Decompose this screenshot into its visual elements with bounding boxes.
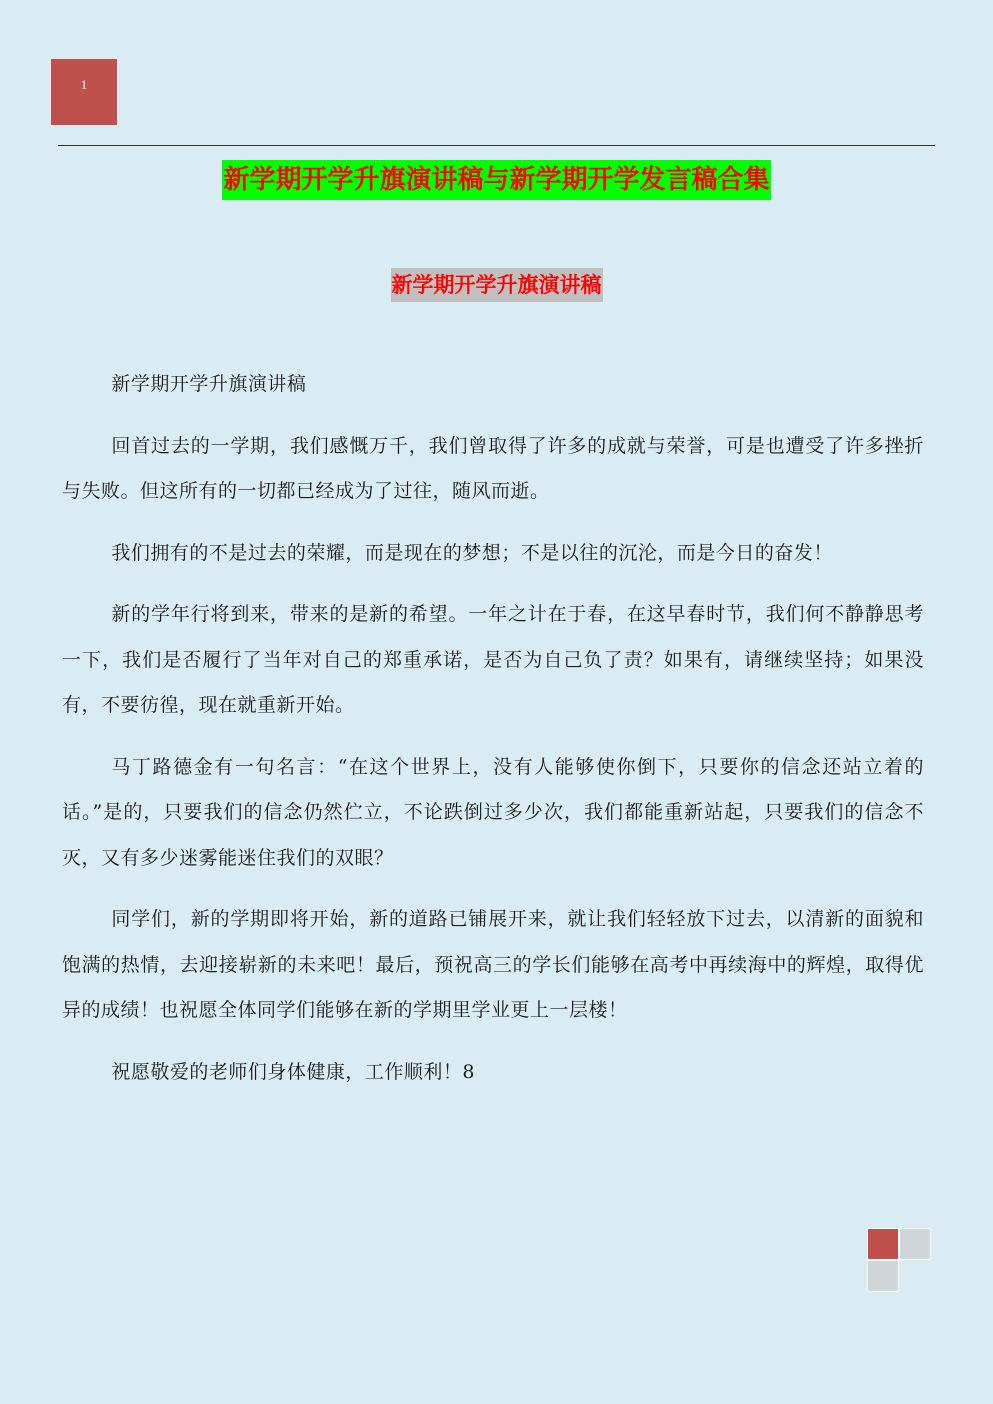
corner-decoration <box>867 1228 933 1294</box>
paragraph: 回首过去的一学期，我们感慨万千，我们曾取得了许多的成就与荣誉，可是也遭受了许多挫折与失败。但这所有的一切都已经成为了过往，随风而逝。 <box>62 434 924 502</box>
paragraph: 同学们，新的学期即将开始，新的道路已铺展开来，就让我们轻轻放下过去，以清新的面貌和饱满的热情，去迎接崭新的未来吧！最后，预祝高三的学长们能够在高考中再续海中的辉煌，取得优异的成绩！也祝愿全体同学们能够在新的学期里学业更上一层楼！ <box>62 908 924 1021</box>
document-title: 新学期开学升旗演讲稿与新学期开学发言稿合集 <box>222 160 770 200</box>
paragraph: 祝愿敬爱的老师们身体健康，工作顺利！8 <box>111 1060 475 1083</box>
corner-square-gray <box>899 1228 931 1260</box>
section-title: 新学期开学升旗演讲稿 <box>391 268 603 302</box>
paragraph: 新学期开学升旗演讲稿 <box>111 373 307 395</box>
document-body <box>62 362 924 1111</box>
section-title-block <box>0 268 993 302</box>
paragraph: 新的学年行将到来，带来的是新的希望。一年之计在于春，在这早春时节，我们何不静静思考一下，我们是否履行了当年对自己的郑重承诺，是否为自己负了责？如果有，请继续坚持；如果没有，不要彷徨，现在就重新开始。 <box>62 603 924 716</box>
paragraph: 我们拥有的不是过去的荣耀，而是现在的梦想；不是以往的沉沦，而是今日的奋发！ <box>111 541 833 564</box>
corner-square-gray <box>867 1260 899 1292</box>
page-number: 1 <box>80 77 88 92</box>
header-divider <box>58 145 935 146</box>
corner-square-red <box>867 1228 899 1260</box>
document-title-block <box>0 160 993 200</box>
page-number-badge <box>51 59 117 125</box>
paragraph: 马丁路德金有一句名言：“在这个世界上，没有人能够使你倒下，只要你的信念还站立着的话。”是的，只要我们的信念仍然伫立，不论跌倒过多少次，我们都能重新站起，只要我们的信念不灭，又有多少迷雾能迷住我们的双眼？ <box>62 755 924 869</box>
